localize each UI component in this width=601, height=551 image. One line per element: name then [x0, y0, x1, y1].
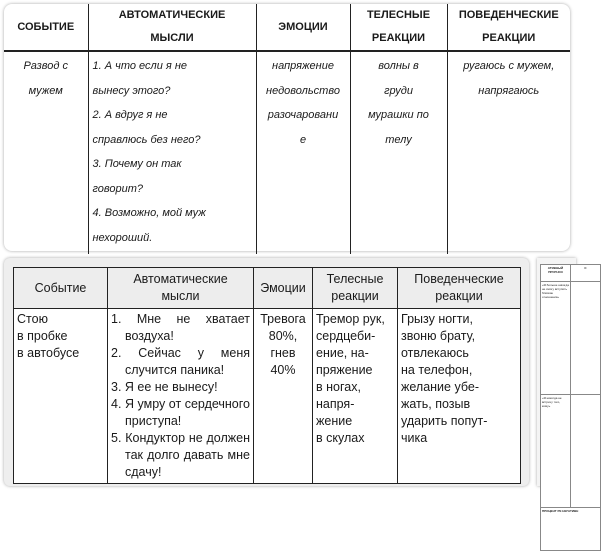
table-row	[541, 508, 601, 551]
header-thoughts: Автоматические мысли	[108, 268, 254, 309]
table-row	[4, 51, 570, 254]
header-emotions: ЭМОЦИИ	[256, 4, 350, 51]
header-event: СОБЫТИЕ	[4, 4, 88, 51]
thought-record-table-bottom	[13, 267, 521, 484]
thumb-footer: ПРОЦЕНТ РЕ НЕГАТИВН	[541, 508, 601, 551]
cell-behavior: ругаюсь с мужем, напрягаюсь	[447, 51, 570, 254]
thumb-cell-2: «Я никогда не встречу того, кому»	[541, 395, 571, 508]
cell-thoughts	[108, 309, 254, 484]
cell-body: Тремор рук, сердцеби- ение, на- пряжение в ногах, напря- жение в скулах	[313, 309, 398, 484]
table-card-bottom	[4, 258, 529, 486]
header-emotions: Эмоции	[254, 268, 313, 309]
table-row	[541, 395, 601, 508]
table-card-top	[4, 4, 570, 251]
header-event: Событие	[14, 268, 108, 309]
header-behavior: ПОВЕДЕНЧЕСКИЕ РЕАКЦИИ	[447, 4, 570, 51]
thumb-header-second: С	[571, 265, 601, 282]
cell-event: Развод с мужем	[23, 60, 69, 97]
header-row	[14, 268, 521, 309]
header-row	[4, 4, 570, 51]
thought-record-table-top	[4, 4, 570, 254]
header-row	[541, 265, 601, 282]
table-row	[541, 282, 601, 395]
list-item: 2. Сейчас у меня случится паника!	[111, 346, 250, 377]
list-item: 1. Мне не хватает воздуха!	[111, 312, 250, 343]
header-behavior: Поведенческие реакции	[398, 268, 521, 309]
table-card-thumbnail	[537, 258, 587, 513]
cell-body: волны в груди мурашки по телу	[350, 51, 447, 254]
thumb-header-forecast: АТИВНЫЙ ПРОГНОЗ	[541, 265, 571, 282]
cell-emotions: Тревога 80%, гнев 40%	[254, 309, 313, 484]
list-item: 4. Я умру от сердечного приступа!	[111, 397, 250, 428]
header-thoughts: АВТОМАТИЧЕСКИЕ МЫСЛИ	[88, 4, 256, 51]
list-item: 3. Я ее не вынесу!	[111, 380, 218, 394]
header-body: Телесные реакции	[313, 268, 398, 309]
header-body: ТЕЛЕСНЫЕ РЕАКЦИИ	[350, 4, 447, 51]
cell-emotions: напряжение недовольство разочаровани е	[256, 51, 350, 254]
cell-behavior: Грызу ногти, звоню брату, отвлекаюсь на телефон, желание убе- жать, позыв ударить попут- чика	[398, 309, 521, 484]
list-item: 5. Кондуктор не должен так долго давать мне сдачу!	[111, 431, 250, 479]
thumbnail-table	[540, 264, 601, 551]
cell-thoughts: 1. А что если я не вынесу этого? 2. А вдруг я не справлюсь без него? 3. Почему он так говорит? 4. Возможно, мой муж нехороший.	[88, 51, 256, 254]
thumb-cell-1: «Я больше никогда не смогу вступить близкие отношения»	[541, 282, 571, 395]
table-row	[14, 309, 521, 484]
cell-event: Стою в пробке в автобусе	[14, 309, 108, 484]
thumb-cell-1b	[571, 282, 601, 395]
thumb-cell-2b	[571, 395, 601, 508]
